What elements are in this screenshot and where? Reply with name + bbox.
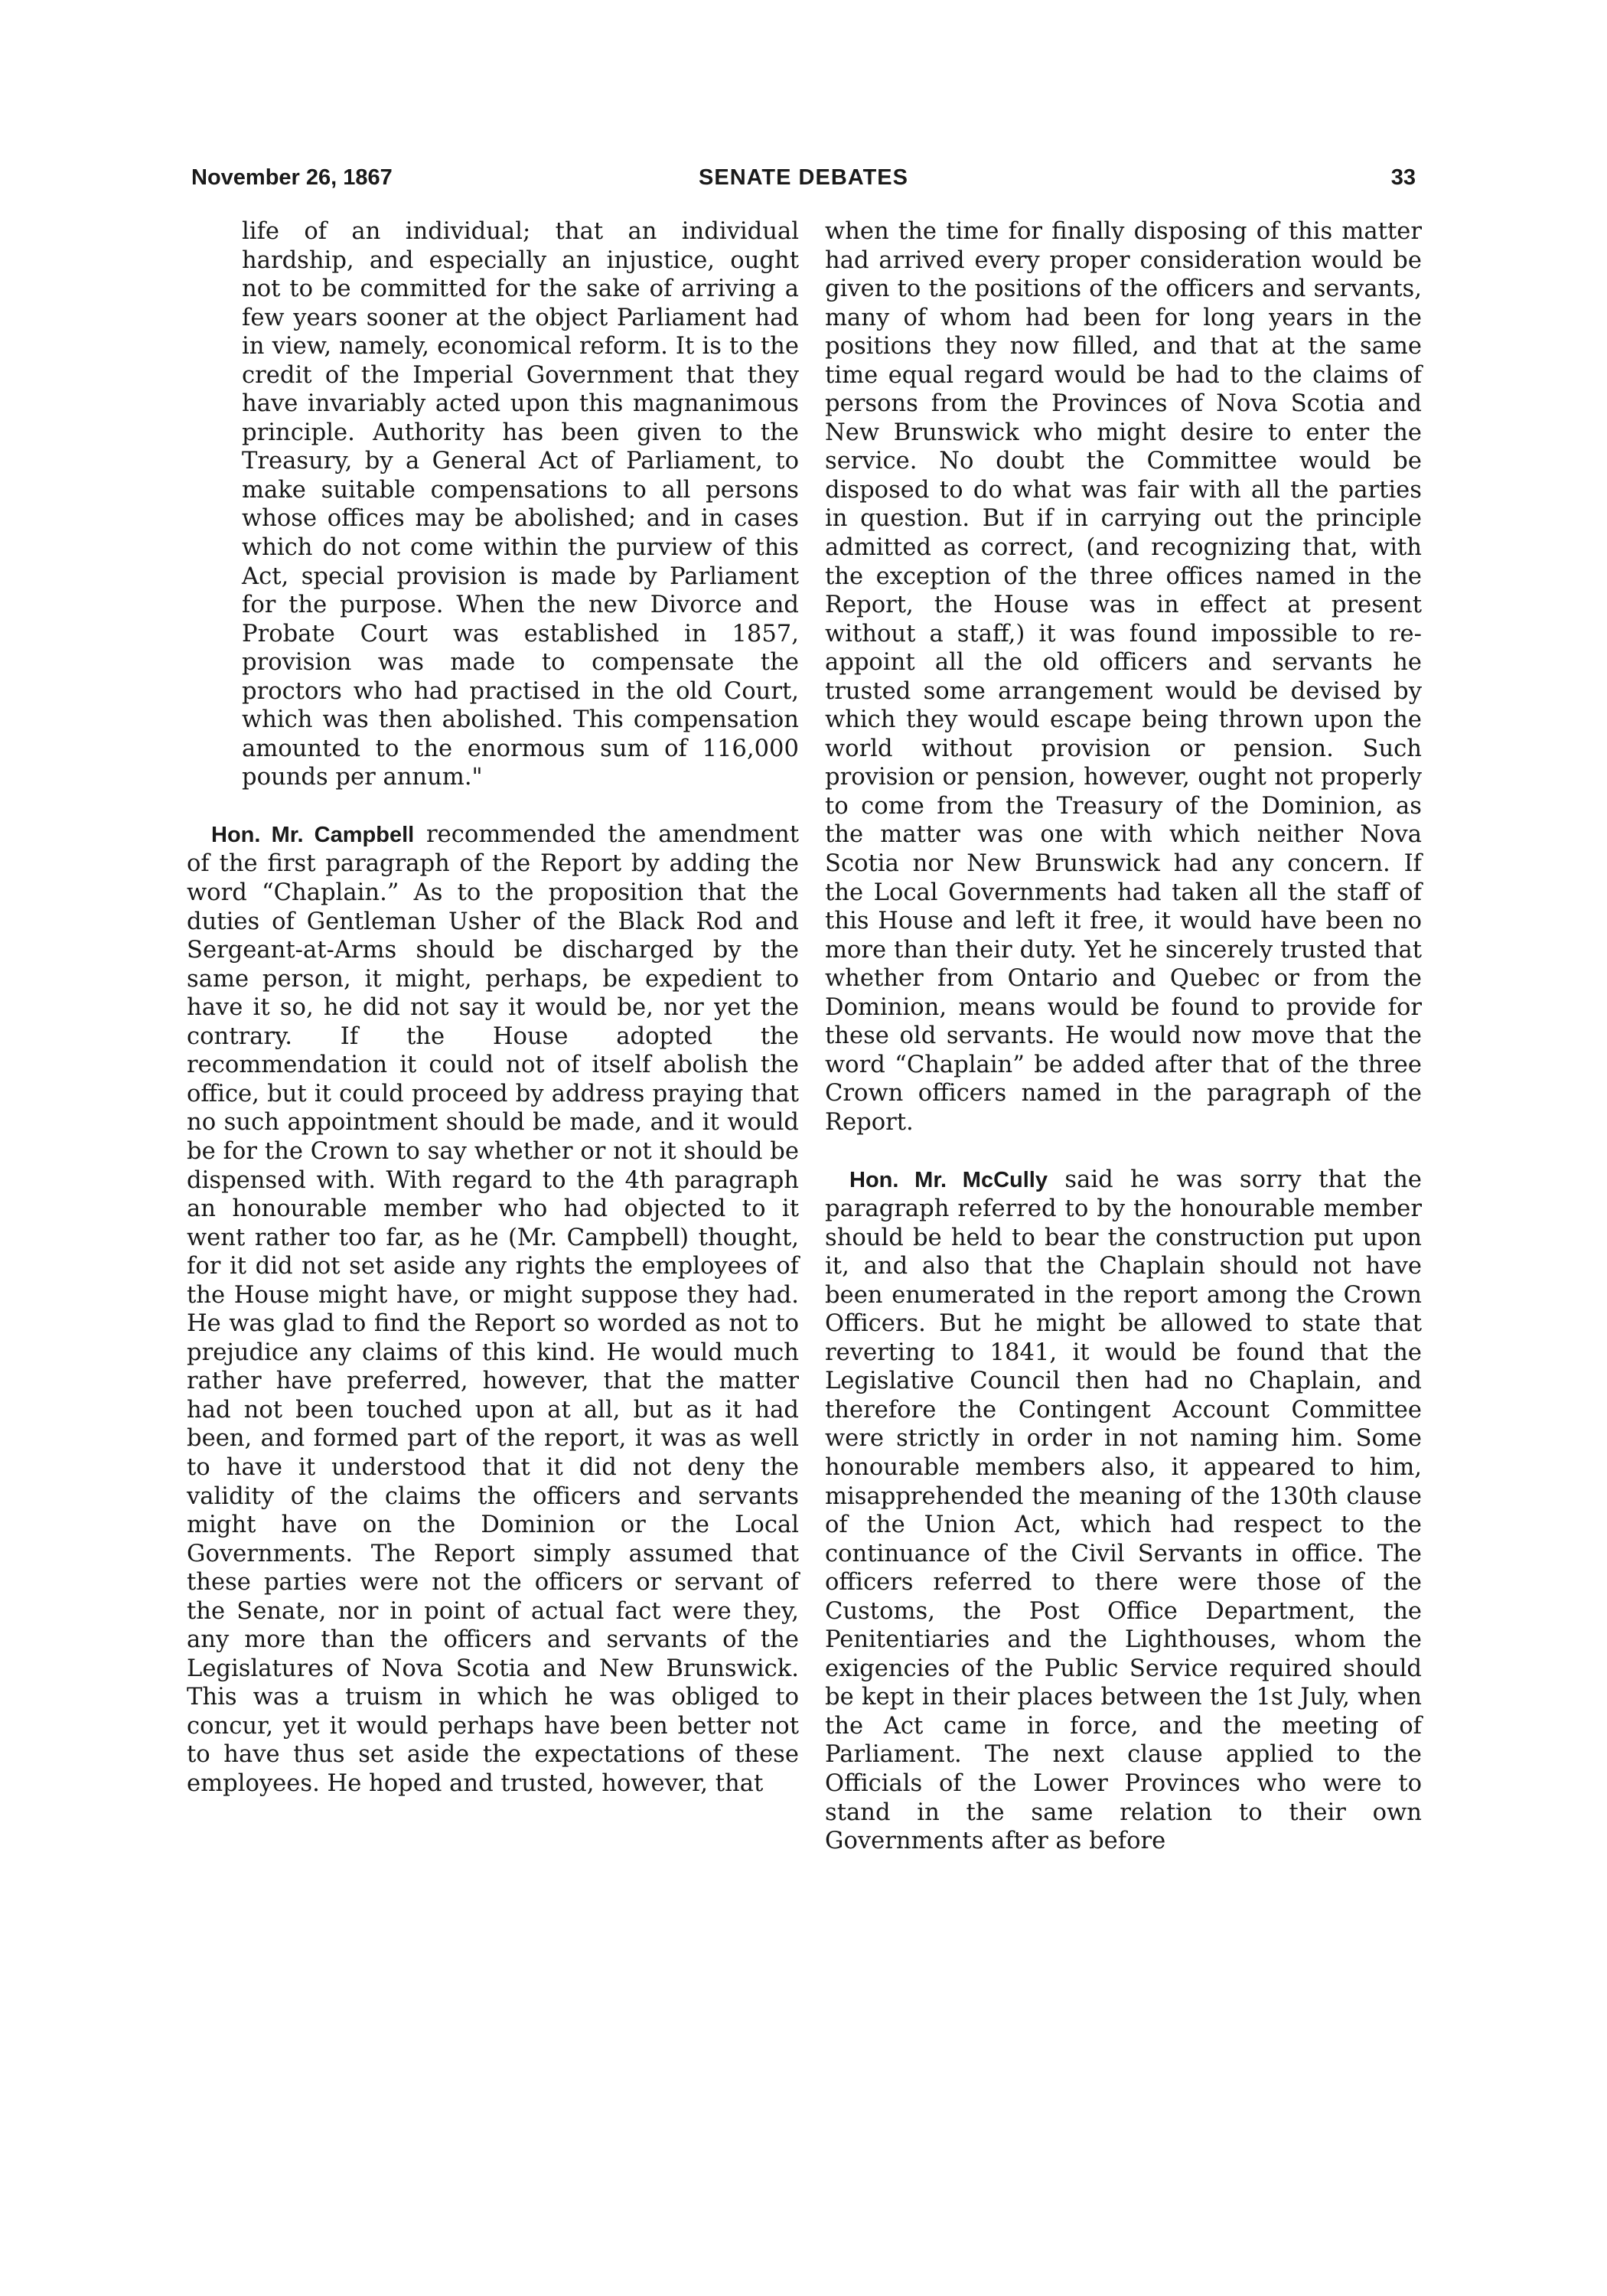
header-date: November 26, 1867 — [191, 165, 393, 190]
page-number: 33 — [1390, 165, 1416, 190]
speaker-name: Hon. Mr. McCully — [849, 1167, 1048, 1192]
speech-campbell — [187, 820, 799, 1799]
left-column — [187, 217, 799, 1799]
speaker-name: Hon. Mr. Campbell — [211, 822, 415, 847]
right-column — [825, 217, 1422, 1856]
speech-mccully — [825, 1166, 1422, 1856]
speech-text: recommended the amendment of the first paragraph of the Report by adding the word “Chaplain.” As to the proposition that the duties of Gentleman Usher of the Black Rod and Sergeant-at-Arms should be discharged by the same person, it might, perhaps, be expedient to have it so, he did not say it would be, nor yet the contrary. If the House adopted the recommendation it could not of itself abolish the office, but it could proceed by address praying that no such appointment should be made, and it would be for the Crown to say whether or not it should be dispensed with. With regard to the 4th paragraph an honourable member who had objected to it went rather too far, as he (Mr. Campbell) thought, for it did not set aside any rights the employees of the House might have, or might suppose they had. He was glad to find the Report so worded as not to prejudice any claims of this kind. He would much rather have preferred, however, that the matter had not been touched upon at all, but as it had been, and formed part of the report, it was as well to have it understood that it did not deny the validity of the claims the officers and servants might have on the Dominion or the Local Governments. The Report simply assumed that these parties were not the officers or servant of the Senate, nor in point of actual fact were they, any more than the officers and servants of the Legislatures of Nova Scotia and New Brunswick. This was a truism in which he was obliged to concur, yet it would perhaps have been better not to have thus set aside the expectations of these employees. He hoped and trusted, however, that — [187, 820, 799, 1797]
continued-paragraph: when the time for finally disposing of this matter had arrived every proper consideration would be given to the positions of the officers and servants, many of whom had been for long years in the positions they now filled, and that at the same time equal regard would be had to the claims of persons from the Provinces of Nova Scotia and New Brunswick who might desire to enter the service. No doubt the Committee would be disposed to do what was fair with all the parties in question. But if in carrying out the principle admitted as correct, (and recognizing that, with the exception of the three offices named in the Report, the House was in effect at present without a staff,) it was found impossible to re-appoint all the old officers and servants he trusted some arrangement would be devised by which they would escape being thrown upon the world without provision or pension. Such provision or pension, however, ought not properly to come from the Treasury of the Dominion, as the matter was one with which neither Nova Scotia nor New Brunswick had any concern. If the Local Governments had taken all the staff of this House and left it free, it would have been no more than their duty. Yet he sincerely trusted that whether from Ontario and Quebec or from the Dominion, means would be found to provide for these old servants. He would now move that the word “Chaplain” be added after that of the three Crown officers named in the paragraph of the Report. — [825, 218, 1422, 1136]
quoted-passage: life of an individual; that an individual hardship, and especially an injustice, ought not to be committed for the sake of arriving a few years sooner at the object Parliament had in view, namely, economical reform. It is to the credit of the Imperial Government that they have invariably acted upon this magnanimous principle. Authority has been given to the Treasury, by a General Act of Parliament, to make suitable compensations to all persons whose offices may be abolished; and in cases which do not come within the purview of this Act, special provision is made by Parliament for the purpose. When the new Divorce and Probate Court was established in 1857, provision was made to compensate the proctors who had practised in the old Court, which was then abolished. This compensation amounted to the enormous sum of 116,000 pounds per annum." — [242, 218, 799, 791]
header-title: SENATE DEBATES — [699, 165, 908, 190]
page-header — [191, 165, 1416, 196]
speech-text: said he was sorry that the paragraph referred to by the honourable member should be held to bear the construction put upon it, and also that the Chaplain should not have been enumerated in the report among the Crown Officers. But he might be allowed to state that reverting to 1841, it would be found that the Legislative Council then had no Chaplain, and therefore the Contingent Account Committee were strictly in order in not naming him. Some honourable members also, it appeared to him, misapprehended the meaning of the 130th clause of the Union Act, which had respect to the continuance of the Civil Servants in office. The officers referred to there were those of the Customs, the Post Office Department, the Penitentiaries and the Lighthouses, whom the exigencies of the Public Service required should be kept in their places between the 1st July, when the Act came in force, and the meeting of Parliament. The next clause applied to the Officials of the Lower Provinces who were to stand in the same relation to their own Governments after as before — [825, 1166, 1422, 1855]
